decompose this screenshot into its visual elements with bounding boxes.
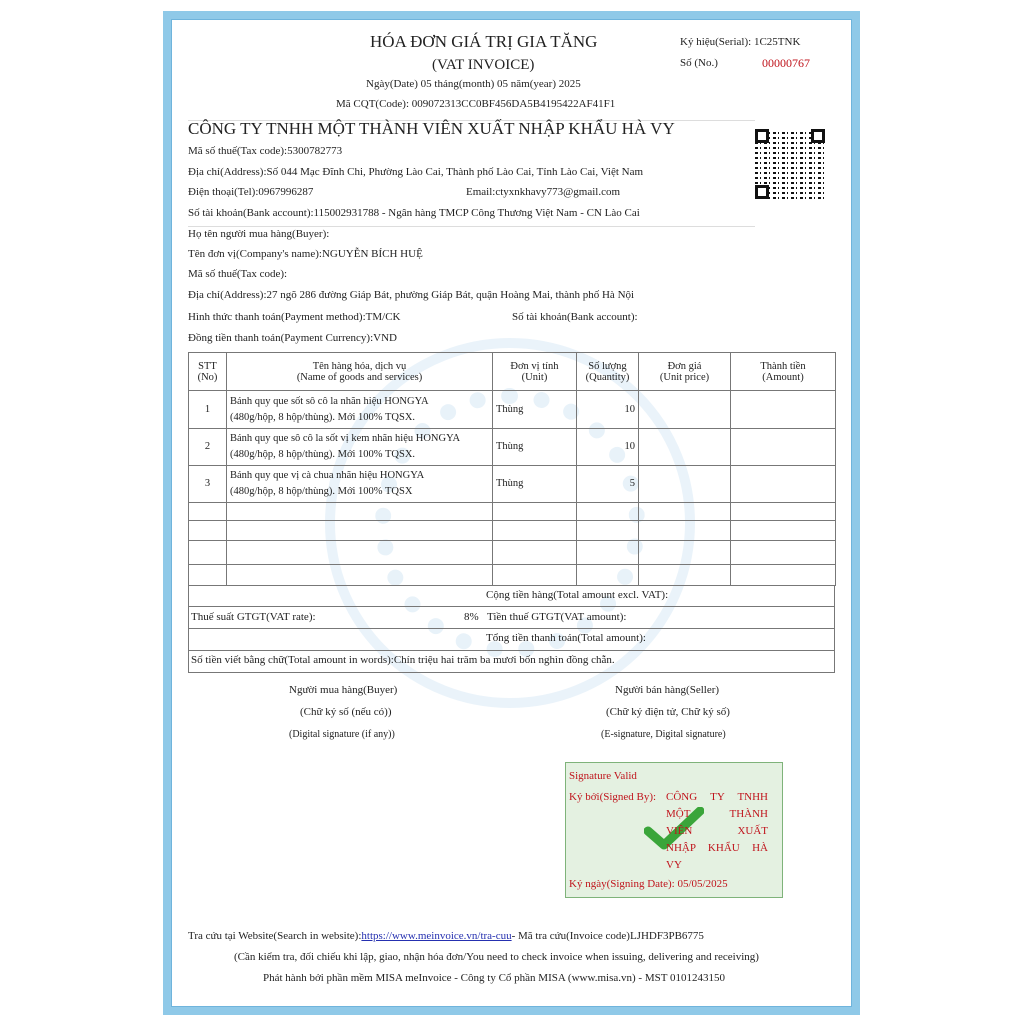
table-header <box>189 353 836 391</box>
header-no: STT <box>198 360 217 372</box>
seller-tax: Mã số thuế(Tax code):5300782773 <box>188 145 343 157</box>
header-amount: Thành tiền <box>760 360 806 372</box>
header-amount-en: (Amount) <box>762 371 804 383</box>
seller-sign-note: (Chữ ký điện tử, Chữ ký số) <box>606 706 730 718</box>
serial-label: Ký hiệu(Serial): <box>680 36 752 48</box>
table-row: 3 Bánh quy que vị cà chua nhãn hiệu HONGYA (480g/hộp, 8 hộp/thùng). Mới 100% TQSX Thùng 5 <box>189 466 836 503</box>
header-price-en: (Unit price) <box>659 371 710 383</box>
header-name: Tên hàng hóa, dịch vụ <box>312 360 407 372</box>
vat-rate: 8% <box>464 611 479 623</box>
seller-tel: Điện thoại(Tel):0967996287 <box>188 186 314 198</box>
signing-date: Ký ngày(Signing Date): 05/05/2025 <box>569 878 728 890</box>
currency: Đồng tiền thanh toán(Payment Currency):VND <box>188 332 397 344</box>
empty-row <box>189 541 836 565</box>
buyer-bank: Số tài khoản(Bank account): <box>512 311 638 323</box>
invoice-subtitle: (VAT INVOICE) <box>432 57 535 73</box>
issuer-info: Phát hành bởi phần mềm MISA meInvoice - Công ty Cổ phần MISA (www.misa.vn) - MST 0101243150 <box>263 972 725 984</box>
cqt-code: Mã CQT(Code): 009072313CC0BF456DA5B4195422AF41F1 <box>336 98 616 110</box>
signed-by-label: Ký bởi(Signed By): <box>569 791 657 803</box>
header-unit-en: (Unit) <box>521 371 548 383</box>
total-in-words: Số tiền viết bằng chữ(Total amount in words):Chín triệu hai trăm ba mươi bốn nghìn đồng chẵn. <box>191 654 615 666</box>
seller-bank: Số tài khoản(Bank account):115002931788 - Ngân hàng TMCP Công Thương Việt Nam - CN Lào Cai <box>188 207 640 219</box>
qr-code <box>755 129 825 199</box>
total-row <box>188 629 835 651</box>
buyer-tax: Mã số thuế(Tax code): <box>188 268 288 280</box>
vat-rate-label: Thuế suất GTGT(VAT rate): <box>191 611 316 623</box>
subtotal-label: Cộng tiền hàng(Total amount excl. VAT): <box>486 589 669 601</box>
signature-stamp <box>565 762 783 898</box>
table-row: 2 Bánh quy que sô cô la sốt vị kem nhãn hiệu HONGYA (480g/hộp, 8 hộp/thùng). Mới 100% TQSX. Thùng 10 <box>189 429 836 466</box>
buyer-sign-title: Người mua hàng(Buyer) <box>289 684 398 696</box>
buyer-sign-note: (Chữ ký số (nếu có)) <box>300 706 392 718</box>
header-price: Đơn giá <box>667 360 702 372</box>
empty-row <box>189 521 836 541</box>
divider <box>188 226 755 227</box>
seller-email: Email:ctyxnkhavy773@gmail.com <box>466 186 621 198</box>
invoice-date: Ngày(Date) 05 tháng(month) 05 năm(year) 2025 <box>366 78 581 90</box>
vat-row <box>188 607 835 629</box>
in-words-row <box>188 651 835 673</box>
signature-valid: Signature Valid <box>569 770 637 782</box>
serial: 1C25TNK <box>753 36 801 48</box>
seller-name: CÔNG TY TNHH MỘT THÀNH VIÊN XUẤT NHẬP KHẨU HÀ VY <box>188 119 675 138</box>
header-qty-en: (Quantity) <box>585 371 630 383</box>
goods-table <box>188 352 836 586</box>
invoice-title: HÓA ĐƠN GIÁ TRỊ GIA TĂNG <box>370 32 598 51</box>
buyer-name: Họ tên người mua hàng(Buyer): <box>188 228 330 240</box>
header-unit: Đơn vị tính <box>510 360 559 372</box>
signer-line: NHẬP KHẨU HÀ <box>666 842 768 854</box>
check-note: (Cần kiểm tra, đối chiếu khi lập, giao, nhận hóa đơn/You need to check invoice when issuing, delivering and receiving) <box>234 951 759 963</box>
invoice-lookup-code: - Mã tra cứu(Invoice code)LJHDF3PB6775 <box>511 930 704 942</box>
seller-address: Địa chỉ(Address):Số 044 Mạc Đĩnh Chi, Phường Lào Cai, Thành phố Lào Cai, Tỉnh Lào Cai, Việt Nam <box>188 166 644 178</box>
table-row: 1 Bánh quy que sốt sô cô la nhãn hiệu HONGYA (480g/hộp, 8 hộp/thùng). Mới 100% TQSX. Thùng 10 <box>189 391 836 429</box>
search-label: Tra cứu tại Website(Search in website): <box>188 930 362 942</box>
signer-line: CÔNG TY TNHH <box>666 791 768 803</box>
seller-sign-title: Người bán hàng(Seller) <box>615 684 720 696</box>
empty-row <box>189 565 836 586</box>
search-link[interactable]: https://www.meinvoice.vn/tra-cuu <box>361 930 512 942</box>
empty-row <box>189 503 836 521</box>
no-label: Số (No.) <box>680 57 718 69</box>
total-label: Tổng tiền thanh toán(Total amount): <box>486 632 646 644</box>
header-name-en: (Name of goods and services) <box>296 371 423 383</box>
subtotal-row <box>188 586 835 607</box>
invoice-number: 00000767 <box>762 56 810 70</box>
vat-amount-label: Tiền thuế GTGT(VAT amount): <box>487 611 627 623</box>
signer-line: VIÊN XUẤT <box>666 825 768 837</box>
signer-line: VY <box>666 859 682 871</box>
buyer-company: Tên đơn vị(Company's name):NGUYỄN BÍCH HUỆ <box>188 248 423 260</box>
header-no-en: (No) <box>197 371 218 383</box>
signer-line: MỘT THÀNH <box>666 808 768 820</box>
seller-sign-note-en: (E-signature, Digital signature) <box>601 729 726 740</box>
buyer-address: Địa chỉ(Address):27 ngõ 286 đường Giáp Bát, phường Giáp Bát, quận Hoàng Mai, thành phố Hà Nội <box>188 289 635 301</box>
buyer-sign-note-en: (Digital signature (if any)) <box>289 729 395 740</box>
header-qty: Số lượng <box>588 360 627 372</box>
payment-method: Hình thức thanh toán(Payment method):TM/CK <box>188 311 401 323</box>
